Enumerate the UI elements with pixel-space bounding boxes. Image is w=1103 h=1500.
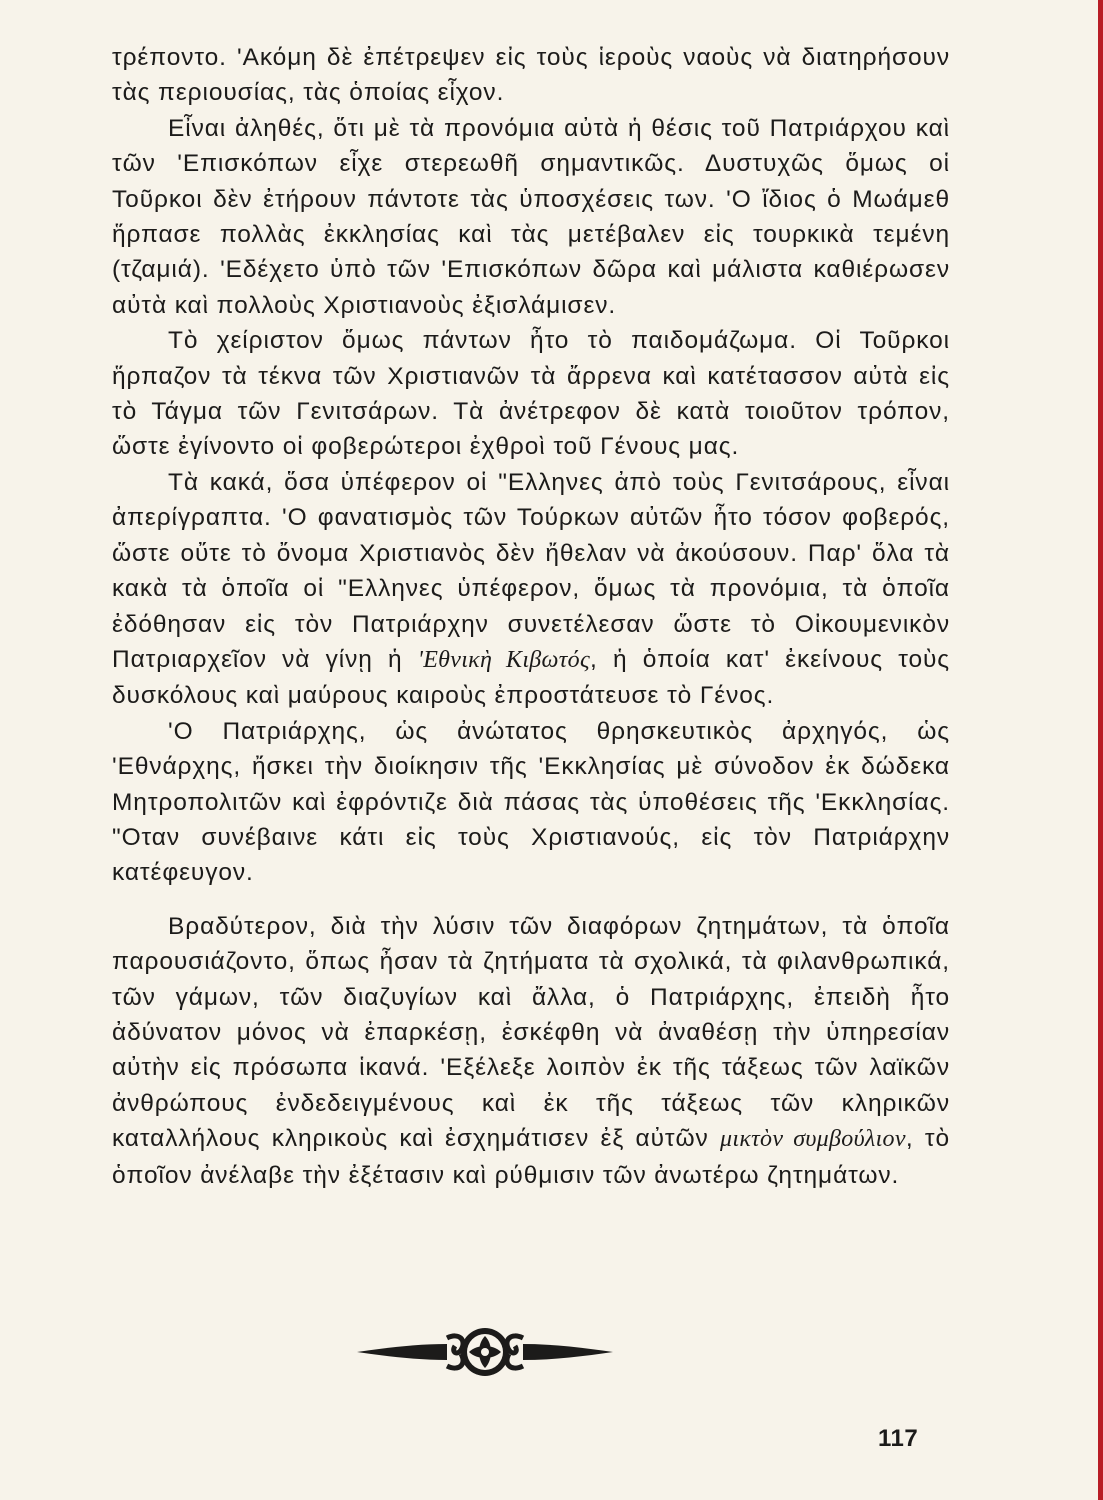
paragraph-text: Τὰ κακά, ὅσα ὑπέφερον οἱ "Ελληνες ἀπὸ τοὺς Γενιτσάρους, εἶναι ἀπερίγραπτα. 'Ο φανατισμὸς τῶν Τούρκων αὐτῶν ἦτο τόσον φοβερός, ὥστε οὔτε τὸ ὄνομα Χριστιανὸς δὲν ἤθελαν νὰ ἀκούσουν. Παρ' ὅλα τὰ κακὰ τὰ ὁποῖα οἱ "Ελληνες ὑπέφερον, ὅμως τὰ προνόμια, τὰ ὁποῖα ἐδόθησαν εἰς τὸν Πατριάρχην συνετέλεσαν ὥστε τὸ Οἰκουμενικὸν Πατριαρχεῖον νὰ γίνῃ ἡ xyxy=(112,468,950,673)
italic-phrase-ethniki-kivotos: 'Εθνικὴ Κιβωτός xyxy=(417,646,591,673)
paragraph-1 xyxy=(112,40,950,111)
paragraph-6 xyxy=(112,909,950,1193)
paragraph-text: , τὸ ὁποῖον ἀνέλαβε τὴν ἐξέτασιν καὶ ρύθμισιν τῶν ἀνωτέρω ζητημάτων. xyxy=(112,1125,950,1189)
paragraph-text: , ἡ ὁποία κατ' ἐκείνους τοὺς δυσκόλους καὶ μαύρους καιροὺς ἐπροστάτευσε τὸ Γένος. xyxy=(112,645,950,710)
body-text xyxy=(112,40,950,1193)
paragraph-5 xyxy=(112,714,950,891)
paragraph-text: 'Ο Πατριάρχης, ὡς ἀνώτατος θρησκευτικὸς ἀρχηγός, ὡς 'Εθνάρχης, ἤσκει τὴν διοίκησιν τῆς 'Εκκλησίας μὲ σύνοδον ἐκ δώδεκα Μητροπολιτῶν καὶ ἐφρόντιζε διὰ πάσας τὰς ὑποθέσεις τῆς 'Εκκλησίας. "Οταν συνέβαινε κάτι εἰς τοὺς Χριστιανούς, εἰς τὸν Πατριάρχην κατέφευγον. xyxy=(112,717,950,887)
decorative-ornament-icon xyxy=(355,1322,615,1382)
page-number: 117 xyxy=(878,1425,919,1452)
paragraph-text: τρέποντο. 'Ακόμη δὲ ἐπέτρεψεν εἰς τοὺς ἱεροὺς ναοὺς νὰ διατηρήσουν τὰς περιουσίας, τὰς ὁποίας εἶχον. xyxy=(112,44,950,107)
paragraph-3 xyxy=(112,323,950,465)
paragraph-text: Εἶναι ἀληθές, ὅτι μὲ τὰ προνόμια αὐτὰ ἡ θέσις τοῦ Πατριάρχου καὶ τῶν 'Επισκόπων εἶχε στερεωθῆ σημαντικῶς. Δυστυχῶς ὅμως οἱ Τοῦρκοι δὲν ἐτήρουν πάντοτε τὰς ὑποσχέσεις των. 'Ο ἴδιος ὁ Μωάμεθ ἥρπασε πολλὰς ἐκκλησίας καὶ τὰς μετέβαλεν εἰς τουρκικὰ τεμένη (τζαμιά). 'Εδέχετο ὑπὸ τῶν 'Επισκόπων δῶρα καὶ μάλιστα καθιέρωσεν αὐτὰ καὶ πολλοὺς Χριστιανοὺς ἐξισλάμισεν. xyxy=(112,114,950,319)
paragraph-4 xyxy=(112,465,950,714)
paragraph-text: Βραδύτερον, διὰ τὴν λύσιν τῶν διαφόρων ζητημάτων, τὰ ὁποῖα παρουσιάζοντο, ὅπως ἦσαν τὰ ζητήματα τὰ σχολικά, τὰ φιλανθρωπικά, τῶν γάμων, τῶν διαζυγίων καὶ ἄλλα, ὁ Πατριάρχης, ἐπειδὴ ἦτο ἀδύνατον μόνος νὰ ἐπαρκέσῃ, ἐσκέφθη νὰ ἀναθέσῃ τὴν ὑπηρεσίαν αὐτὴν εἰς πρόσωπα ἱκανά. 'Εξέλεξε λοιπὸν ἐκ τῆς τάξεως τῶν λαϊκῶν ἀνθρώπους ἐνδεδειγμένους καὶ ἐκ τῆς τάξεως τῶν κληρικῶν καταλλήλους κληρικοὺς καὶ ἐσχημάτισεν ἐξ αὐτῶν xyxy=(112,912,950,1153)
paragraph-2 xyxy=(112,111,950,323)
italic-phrase-mikton-symvoulion: μικτὸν συμβούλιον xyxy=(720,1126,906,1153)
paragraph-text: Τὸ χείριστον ὅμως πάντων ἦτο τὸ παιδομάζωμα. Οἱ Τοῦρκοι ἥρπαζον τὰ τέκνα τῶν Χριστιανῶν τὰ ἄρρενα καὶ κατέτασσον αὐτὰ εἰς τὸ Τάγμα τῶν Γενιτσάρων. Τὰ ἀνέτρεφον δὲ κατὰ τοιοῦτον τρόπον, ὥστε ἐγίνοντο οἱ φοβερώτεροι ἐχθροὶ τοῦ Γένους μας. xyxy=(112,327,950,461)
